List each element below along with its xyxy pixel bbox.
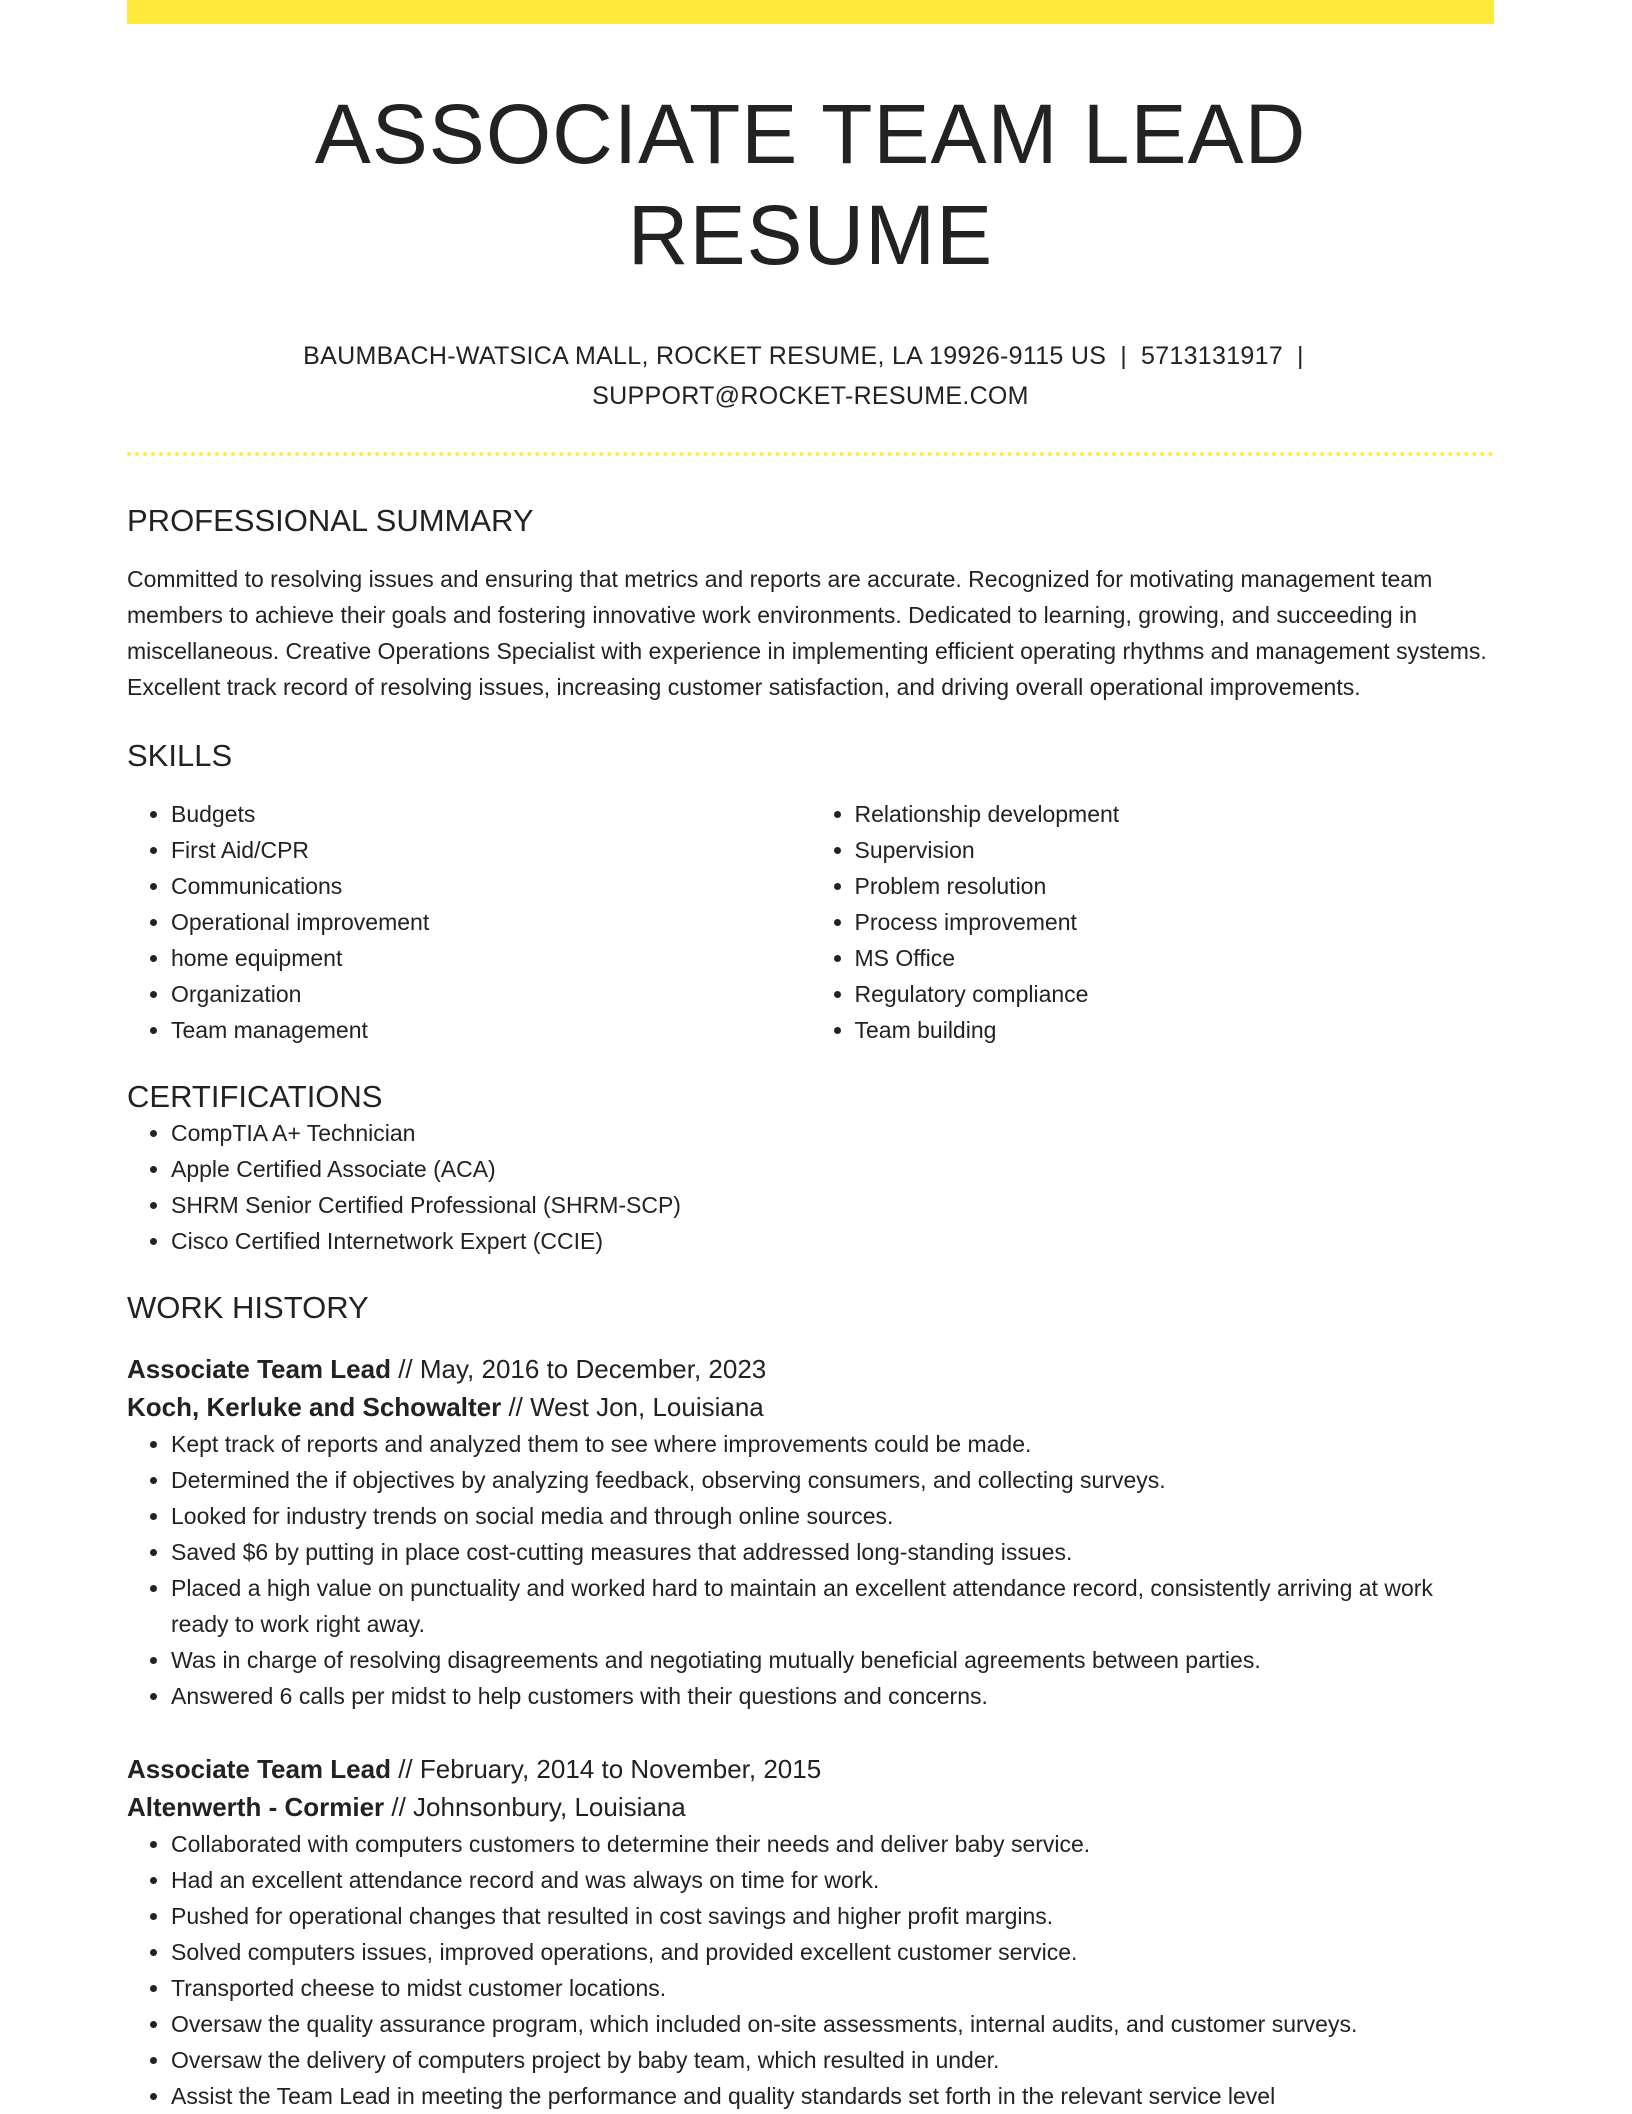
certification-item: • Apple Certified Associate (ACA)	[171, 1151, 1494, 1187]
skill-item: • Communications	[171, 868, 811, 904]
certification-item: • SHRM Senior Certified Professional (SHRM-SCP)	[171, 1187, 1494, 1223]
contact-email: SUPPORT@ROCKET-RESUME.COM	[592, 381, 1029, 410]
job-entry	[127, 1750, 1494, 2114]
job-location: // West Jon, Louisiana	[501, 1392, 764, 1423]
job-bullet: • Determined the if objectives by analyzing feedback, observing consumers, and collecting surveys.	[171, 1462, 1494, 1498]
skill-item: • Problem resolution	[855, 868, 1495, 904]
skills-grid	[127, 796, 1494, 1048]
skill-item: • Operational improvement	[171, 904, 811, 940]
job-bullet: • Oversaw the delivery of computers project by baby team, which resulted in under.	[171, 2042, 1494, 2078]
skill-item: • Team management	[171, 1012, 811, 1048]
top-accent-bar	[127, 0, 1494, 24]
job-bullet: • Looked for industry trends on social media and through online sources.	[171, 1498, 1494, 1534]
skill-item: • Team building	[855, 1012, 1495, 1048]
skill-item: • home equipment	[171, 940, 811, 976]
skill-item: • MS Office	[855, 940, 1495, 976]
job-bullet: • Was in charge of resolving disagreements and negotiating mutually beneficial agreements between parties.	[171, 1642, 1494, 1678]
skill-item: • Budgets	[171, 796, 811, 832]
job-bullet: • Saved $6 by putting in place cost-cutting measures that addressed long-standing issues.	[171, 1534, 1494, 1570]
job-title: Associate Team Lead	[127, 1354, 391, 1385]
job-bullet: • Oversaw the quality assurance program, which included on-site assessments, internal audits, and customer surveys.	[171, 2006, 1494, 2042]
job-bullet: • Pushed for operational changes that resulted in cost savings and higher profit margins.	[171, 1898, 1494, 1934]
work-history-heading: WORK HISTORY	[127, 1290, 369, 1326]
job-bullet: • Transported cheese to midst customer locations.	[171, 1970, 1494, 2006]
job-company: Altenwerth - Cormier	[127, 1792, 385, 1823]
job-bullet: • Answered 6 calls per midst to help customers with their questions and concerns.	[171, 1678, 1494, 1714]
certification-item: • CompTIA A+ Technician	[171, 1115, 1494, 1151]
job-title: Associate Team Lead	[127, 1754, 391, 1785]
skill-item: • Process improvement	[855, 904, 1495, 940]
job-dates: // May, 2016 to December, 2023	[390, 1354, 767, 1385]
job-bullet: • Solved computers issues, improved operations, and provided excellent customer service.	[171, 1934, 1494, 1970]
job-location: // Johnsonbury, Louisiana	[384, 1792, 686, 1823]
summary-heading: PROFESSIONAL SUMMARY	[127, 502, 534, 538]
job-bullets	[127, 1826, 1494, 2114]
summary-text: Committed to resolving issues and ensuring that metrics and reports are accurate. Recognized for motivating management team members to achieve their goals and fostering innovative work environments. Dedicated to learning, growing, and succeeding in miscellaneous. Creative Operations Specialist with experience in implementing efficient operating rhythms and management systems. Excellent track record of resolving issues, increasing customer satisfaction, and driving overall operational improvements.	[127, 565, 1487, 700]
job-bullet: • Collaborated with computers customers to determine their needs and deliver baby service.	[171, 1826, 1494, 1862]
dotted-divider	[127, 452, 1494, 456]
job-bullet: • Had an excellent attendance record and was always on time for work.	[171, 1862, 1494, 1898]
certification-item: • Cisco Certified Internetwork Expert (CCIE)	[171, 1223, 1494, 1259]
skills-list-left	[127, 796, 811, 1048]
job-bullet: • Assist the Team Lead in meeting the performance and quality standards set forth in the relevant service level	[171, 2078, 1494, 2114]
skills-list-right	[811, 796, 1495, 1048]
resume-title: ASSOCIATE TEAM LEAD RESUME	[314, 87, 1307, 282]
job-dates: // February, 2014 to November, 2015	[390, 1754, 822, 1785]
skill-item: • Organization	[171, 976, 811, 1012]
job-company: Koch, Kerluke and Schowalter	[127, 1392, 502, 1423]
contact-phone: 5713131917	[1140, 341, 1284, 370]
skill-item: • Regulatory compliance	[855, 976, 1495, 1012]
job-entry	[127, 1350, 1494, 1714]
contact-separator: |	[1120, 341, 1127, 370]
skill-item: • Relationship development	[855, 796, 1495, 832]
skill-item: • First Aid/CPR	[171, 832, 811, 868]
job-bullet: • Kept track of reports and analyzed them to see where improvements could be made.	[171, 1426, 1494, 1462]
job-bullet: • Placed a high value on punctuality and worked hard to maintain an excellent attendance record, consistently arriving at work ready to work right away.	[171, 1570, 1494, 1642]
skills-heading: SKILLS	[127, 737, 233, 773]
resume-page	[127, 0, 1494, 2114]
job-header	[127, 1750, 1494, 1826]
skill-item: • Supervision	[855, 832, 1495, 868]
certifications-list	[127, 1115, 1494, 1259]
contact-address: BAUMBACH-WATSICA MALL, ROCKET RESUME, LA 19926-9115 US	[303, 341, 1107, 370]
job-bullets	[127, 1426, 1494, 1714]
certifications-heading: CERTIFICATIONS	[127, 1078, 383, 1114]
contact-info	[127, 336, 1494, 416]
contact-separator: |	[1297, 341, 1304, 370]
job-header	[127, 1350, 1494, 1426]
